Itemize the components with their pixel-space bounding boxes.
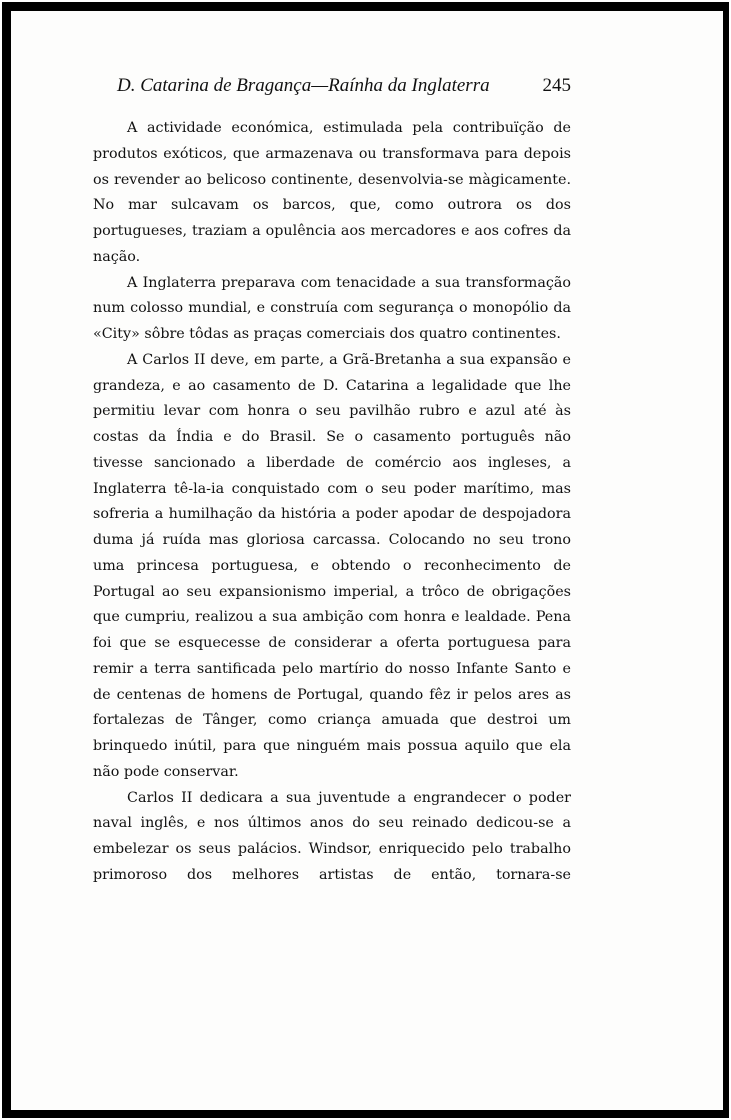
page-header: [93, 70, 571, 104]
page-number: 245: [542, 75, 571, 96]
paragraph-1: A actividade económica, estimulada pela contribuïção de produtos exóticos, que armazenava ou transformava para depois os revender ao belicoso continente, desenvolvia-se màgicamente. No mar sulcavam os barcos, que, como outrora os dos portugueses, traziam a opulência aos mercadores e aos cofres da nação.: [93, 120, 571, 265]
book-page: [93, 70, 571, 889]
body-text: [93, 116, 571, 889]
paragraph-2: A Inglaterra preparava com tenacidade a sua transformação num colosso mundial, e construía com segurança o monopólio da «City» sôbre tôdas as praças comerciais dos quatro continentes.: [93, 274, 571, 342]
running-title: D. Catarina de Bragança—Raínha da Inglaterra: [117, 75, 490, 96]
paragraph-4: Carlos II dedicara a sua juventude a engrandecer o poder naval inglês, e nos últimos anos do seu reinado dedicou-se a embelezar os seus palácios. Windsor, enriquecido pelo trabalho primoroso dos melhores artistas de então, tornara-se: [93, 789, 571, 883]
paragraph-3: A Carlos II deve, em parte, a Grã-Bretanha a sua expansão e grandeza, e ao casamento de D. Catarina a legalidade que lhe permitiu levar com honra o seu pavilhão rubro e azul até às costas da Índia e do Brasil. Se o casamento português não tivesse sancionado a liberdade de comércio aos ingleses, a Inglaterra tê-la-ia conquistado com o seu poder marítimo, mas sofreria a humilhação da história a poder apodar de despojadora duma já ruída mas gloriosa carcassa. Colocando no seu trono uma princesa portuguesa, e obtendo o reconhecimento de Portugal ao seu expansionismo imperial, a trôco de obrigações que cumpriu, realizou a sua ambição com honra e lealdade. Pena foi que se esquecesse de considerar a oferta portuguesa para remir a terra santificada pelo martírio do nosso Infante Santo e de centenas de homens de Portugal, quando fêz ir pelos ares as fortalezas de Tânger, como criança amuada que destroi um brinquedo inútil, para que ninguém mais possua aquilo que ela não pode conservar.: [93, 351, 571, 780]
